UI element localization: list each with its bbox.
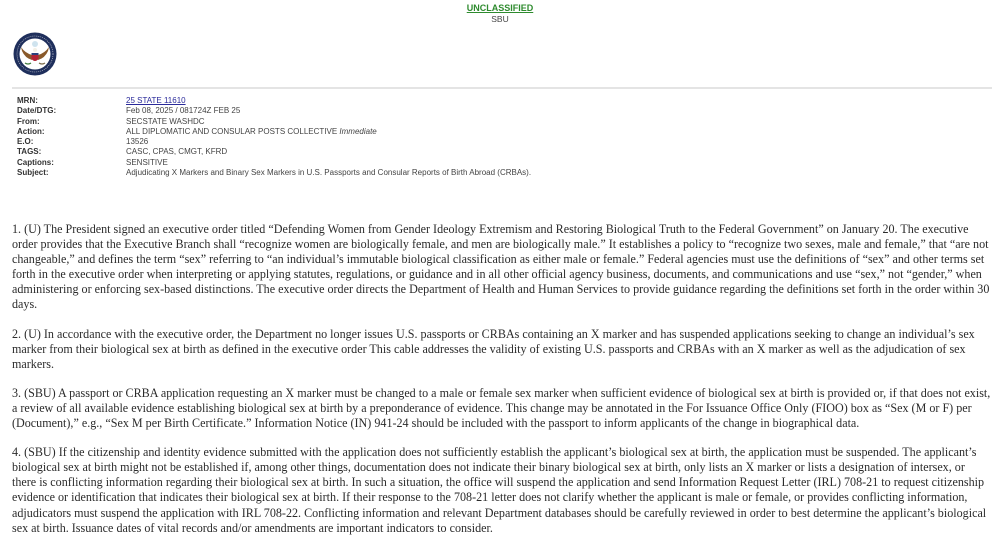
action-value: ALL DIPLOMATIC AND CONSULAR POSTS COLLECTIVE xyxy=(126,126,338,136)
subject-label: Subject: xyxy=(17,168,49,178)
tags-label: TAGS: xyxy=(17,147,42,157)
subject-value: Adjudicating X Markers and Binary Sex Markers in U.S. Passports and Consular Reports of Birth Abroad (CRBAs). xyxy=(126,168,532,178)
captions-value: SENSITIVE xyxy=(126,157,168,167)
meta-row-subject xyxy=(17,168,531,178)
seal-glory xyxy=(32,41,38,47)
date-value: Feb 08, 2025 / 081724Z FEB 25 xyxy=(126,106,241,116)
meta-row-eo xyxy=(17,137,531,147)
action-value-wrap xyxy=(126,127,377,137)
paragraph-2: 2. (U) In accordance with the executive order, the Department no longer issues U.S. passports or CRBAs containing an X marker and has suspended applications seeking to change an individual’s sex marker from their biological sex at birth as defined in the executive order This cable addresses the validity of existing U.S. passports and CRBAs with an X marker as well as the adjudication of sex markers. xyxy=(12,326,975,371)
cable-metadata xyxy=(17,96,531,178)
header-divider xyxy=(12,87,992,89)
cable-body xyxy=(12,222,992,551)
classification-banner xyxy=(0,3,1000,24)
action-precedence: Immediate xyxy=(339,126,377,136)
handling-marking: SBU xyxy=(491,14,509,24)
eagle-head xyxy=(33,48,37,52)
meta-row-mrn xyxy=(17,96,531,106)
paragraph-3: 3. (SBU) A passport or CRBA application requesting an X marker must be changed to a male or female sex marker when sufficient evidence of biological sex at birth is provided or, if that does not exist, a review of all available evidence establishing biological sex at birth by a preponderance of evidence. This change may be annotated in the For Issuance Office Only (FIOO) box as “Sex (M or F) per (Document),” e.g., “Sex M per Birth Certificate.” Information Notice (IN) 941-24 should be included with the passport to inform applicants of the change in biographical data. xyxy=(12,385,991,431)
eo-label: E.O: xyxy=(17,137,34,147)
eo-value: 13526 xyxy=(126,137,149,147)
eagle-shield-chief xyxy=(32,53,39,55)
date-label: Date/DTG: xyxy=(17,106,57,116)
from-value: SECSTATE WASHDC xyxy=(126,116,205,126)
meta-row-captions xyxy=(17,158,531,168)
classification-marking: UNCLASSIFIED xyxy=(466,3,534,13)
paragraph-1: 1. (U) The President signed an executive order titled “Defending Women from Gender Ideology Extremism and Restoring Biological Truth to the Federal Government” on January 20. The executive order provides that the Executive Branch shall “recognize women are biologically female, and men are biologically male.” It establishes a policy to “recognize two sexes, male and female,” that “are not changeable,” and defines the term “sex” referring to “an individual’s immutable biological classification as either male or female.” Federal agencies must use the definitions of “sex” and other terms set forth in the executive order when interpreting or applying statutes, regulations, or guidance and in all other official agency business, documents, and communications and use “sex,” not “gender,” when administering or enforcing sex-based distinctions. The executive order directs the Department of Health and Human Services to provide guidance regarding the definitions set forth in the order within 30 days. xyxy=(12,222,990,312)
meta-row-tags xyxy=(17,147,531,157)
paragraph-4: 4. (SBU) If the citizenship and identity evidence submitted with the application does not sufficiently establish the applicant’s biological sex at birth, the application must be suspended. The applicant’s biological sex at birth might not be established if, among other things, documentation does not indicate their binary biological sex at birth, only lists an X marker or lists a designation of intersex, or there is conflicting information regarding their biological sex at birth. In such a situation, the office will suspend the application and send Information Request Letter (IRL) 708-21 to request citizenship evidence or identification that indicates their biological sex at birth. If their response to the 708-21 letter does not clarify whether the applicant is male or female, or provides conflicting information, adjudicators must suspend the application with IRL 708-22. Conflicting information and relevant Department databases should be carefully reviewed in order to best determine the applicant’s biological sex at birth. Issuance dates of vital records and/or amendments are important indicators to consider. xyxy=(12,445,987,535)
mrn-label: MRN: xyxy=(17,96,38,105)
meta-row-action xyxy=(17,127,531,137)
meta-row-from xyxy=(17,117,531,127)
department-of-state-seal-icon xyxy=(13,27,57,81)
action-label: Action: xyxy=(17,126,45,136)
mrn-link[interactable]: 25 STATE 11610 xyxy=(126,96,186,105)
captions-label: Captions: xyxy=(17,157,54,167)
from-label: From: xyxy=(17,116,40,126)
meta-row-date xyxy=(17,106,531,116)
tags-value: CASC, CPAS, CMGT, KFRD xyxy=(126,147,228,157)
